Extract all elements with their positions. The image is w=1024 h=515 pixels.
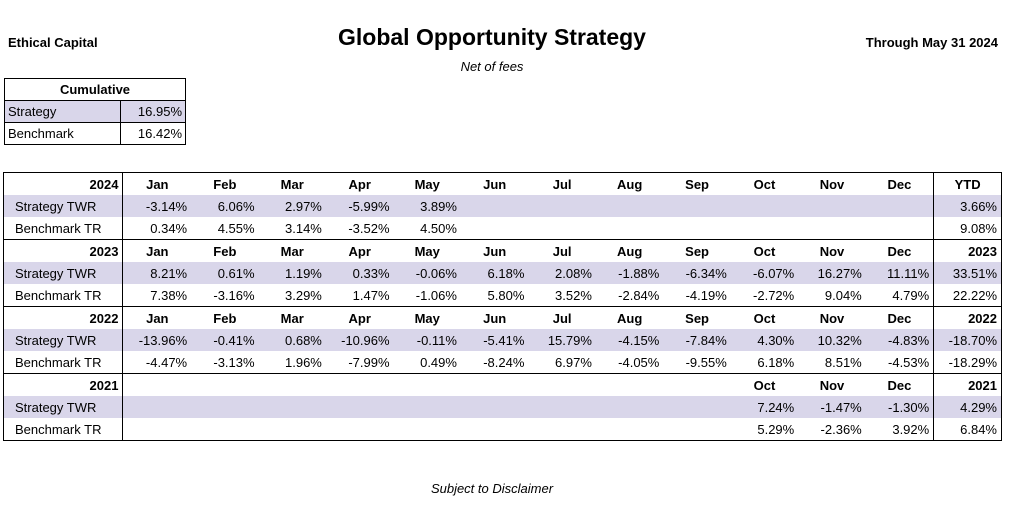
cumulative-label: Strategy <box>5 101 121 123</box>
return-value: 4.30% <box>731 329 798 351</box>
return-value: -9.55% <box>685 354 727 370</box>
return-value: 1.96% <box>285 354 322 370</box>
month-header: Aug <box>596 173 663 196</box>
return-value: 3.89% <box>394 195 461 217</box>
report-date: Through May 31 2024 <box>865 35 998 50</box>
return-value: -0.06% <box>394 262 461 284</box>
row-label: Benchmark TR <box>4 217 123 240</box>
return-value: 6.97% <box>555 354 592 370</box>
month-header: Nov <box>798 374 866 397</box>
cumulative-table <box>4 78 186 145</box>
return-value: -5.41% <box>461 329 528 351</box>
year-header-row <box>4 240 1002 263</box>
month-header: Dec <box>866 173 934 196</box>
return-value: -8.24% <box>483 354 525 370</box>
return-value <box>731 195 798 217</box>
cumulative-row-strategy <box>5 101 186 123</box>
return-value: 8.51% <box>824 354 862 370</box>
benchmark-tr-row <box>4 284 1002 307</box>
return-value <box>663 217 730 240</box>
return-value: -3.13% <box>213 354 255 370</box>
return-value: 5.80% <box>487 287 525 303</box>
return-value: 1.19% <box>259 262 326 284</box>
return-value <box>798 195 866 217</box>
cumulative-heading: Cumulative <box>5 79 186 101</box>
ytd-value: 3.66% <box>934 195 1002 217</box>
row-label: Benchmark TR <box>4 418 123 441</box>
return-value: -6.34% <box>663 262 730 284</box>
benchmark-tr-row <box>4 351 1002 374</box>
return-value <box>461 217 528 240</box>
month-header: Jun <box>461 240 528 263</box>
return-value <box>528 217 596 240</box>
return-value <box>528 418 596 441</box>
return-value: 2.08% <box>528 262 596 284</box>
return-value: 10.32% <box>798 329 866 351</box>
row-label: Benchmark TR <box>4 351 123 374</box>
month-header: Oct <box>731 240 798 263</box>
month-header: Sep <box>663 307 730 330</box>
row-label: Benchmark TR <box>4 284 123 307</box>
ytd-value: -18.29% <box>934 351 1002 374</box>
month-header: Nov <box>798 173 866 196</box>
month-header: Mar <box>259 240 326 263</box>
return-value: 6.18% <box>757 354 795 370</box>
return-value: 7.24% <box>731 396 798 418</box>
month-header <box>123 374 191 397</box>
return-value: -4.47% <box>145 354 188 370</box>
row-label: Strategy TWR <box>4 262 123 284</box>
page-subtitle: Net of fees <box>460 59 524 74</box>
month-header: Apr <box>326 240 394 263</box>
return-value: 0.34% <box>150 220 188 236</box>
return-value: 7.38% <box>150 287 188 303</box>
month-header <box>191 374 258 397</box>
year-header-row <box>4 374 1002 397</box>
year-header-row <box>4 307 1002 330</box>
return-value: -1.47% <box>798 396 866 418</box>
ytd-value: -18.70% <box>934 329 1002 351</box>
ytd-header: 2021 <box>934 374 1002 397</box>
return-value <box>191 396 258 418</box>
year-label: 2021 <box>4 374 123 397</box>
strategy-twr-row <box>4 262 1002 284</box>
return-value: 9.04% <box>824 287 862 303</box>
return-value: -1.06% <box>415 287 457 303</box>
return-value: 3.29% <box>285 287 322 303</box>
return-value <box>191 418 258 441</box>
month-header: Jul <box>528 240 596 263</box>
month-header <box>326 374 394 397</box>
month-header: Jun <box>461 173 528 196</box>
month-header: Feb <box>191 307 258 330</box>
month-header: Jan <box>123 307 191 330</box>
return-value <box>663 195 730 217</box>
ytd-value: 22.22% <box>934 284 1002 307</box>
return-value: 4.79% <box>892 287 930 303</box>
ytd-header: 2022 <box>934 307 1002 330</box>
row-label: Strategy TWR <box>4 396 123 418</box>
return-value: 6.18% <box>461 262 528 284</box>
return-value: -1.30% <box>866 396 934 418</box>
return-value: 3.14% <box>285 220 322 236</box>
return-value: -3.52% <box>348 220 390 236</box>
cumulative-value: 16.95% <box>121 101 186 123</box>
return-value <box>596 396 663 418</box>
return-value: -2.84% <box>618 287 660 303</box>
company-name: Ethical Capital <box>8 35 98 50</box>
ytd-header: 2023 <box>934 240 1002 263</box>
return-value: -4.15% <box>596 329 663 351</box>
month-header: Apr <box>326 307 394 330</box>
return-value: 6.06% <box>191 195 258 217</box>
return-value: -4.19% <box>685 287 727 303</box>
month-header: Jun <box>461 307 528 330</box>
return-value: -5.99% <box>326 195 394 217</box>
return-value <box>663 418 730 441</box>
return-value: 16.27% <box>798 262 866 284</box>
ytd-value: 9.08% <box>934 217 1002 240</box>
month-header: Aug <box>596 240 663 263</box>
return-value <box>866 217 934 240</box>
return-value <box>461 195 528 217</box>
month-header: May <box>394 173 461 196</box>
return-value: -2.36% <box>820 421 862 437</box>
return-value <box>123 418 191 441</box>
return-value: -10.96% <box>326 329 394 351</box>
return-value <box>461 418 528 441</box>
monthly-returns-table <box>3 172 1002 441</box>
return-value: -2.72% <box>753 287 795 303</box>
month-header: Feb <box>191 240 258 263</box>
return-value: -4.53% <box>888 354 930 370</box>
return-value: 11.11% <box>866 262 934 284</box>
month-header: Mar <box>259 173 326 196</box>
return-value: 5.29% <box>757 421 795 437</box>
month-header: Oct <box>731 173 798 196</box>
strategy-twr-row <box>4 195 1002 217</box>
month-header: Sep <box>663 173 730 196</box>
return-value: -0.41% <box>191 329 258 351</box>
return-value <box>326 418 394 441</box>
month-header: Sep <box>663 240 730 263</box>
month-header <box>596 374 663 397</box>
return-value: 0.68% <box>259 329 326 351</box>
cumulative-row-benchmark <box>5 123 186 145</box>
return-value <box>326 396 394 418</box>
month-header: Aug <box>596 307 663 330</box>
return-value: 4.55% <box>217 220 255 236</box>
disclaimer-note: Subject to Disclaimer <box>430 481 554 496</box>
month-header: Dec <box>866 240 934 263</box>
return-value <box>259 418 326 441</box>
return-value: -6.07% <box>731 262 798 284</box>
strategy-twr-row <box>4 396 1002 418</box>
return-value <box>866 195 934 217</box>
month-header <box>394 374 461 397</box>
return-value: -4.05% <box>618 354 660 370</box>
month-header: Feb <box>191 173 258 196</box>
return-value: 1.47% <box>352 287 390 303</box>
return-value <box>528 195 596 217</box>
month-header: Nov <box>798 307 866 330</box>
page-title: Global Opportunity Strategy <box>338 24 646 50</box>
ytd-value: 4.29% <box>934 396 1002 418</box>
year-label: 2023 <box>4 240 123 263</box>
month-header: Apr <box>326 173 394 196</box>
return-value: 2.97% <box>259 195 326 217</box>
return-value <box>798 217 866 240</box>
return-value <box>461 396 528 418</box>
month-header: Oct <box>731 307 798 330</box>
return-value: 0.61% <box>191 262 258 284</box>
return-value <box>123 396 191 418</box>
ytd-header: YTD <box>934 173 1002 196</box>
year-header-row <box>4 173 1002 196</box>
return-value: 0.33% <box>326 262 394 284</box>
strategy-twr-row <box>4 329 1002 351</box>
return-value: -0.11% <box>394 329 461 351</box>
ytd-value: 6.84% <box>934 418 1002 441</box>
return-value <box>596 195 663 217</box>
return-value <box>596 217 663 240</box>
return-value: -7.84% <box>663 329 730 351</box>
month-header: Jul <box>528 173 596 196</box>
month-header: May <box>394 240 461 263</box>
return-value: -1.88% <box>596 262 663 284</box>
return-value: 3.92% <box>892 421 930 437</box>
return-value <box>394 396 461 418</box>
month-header: Mar <box>259 307 326 330</box>
benchmark-tr-row <box>4 418 1002 441</box>
month-header: May <box>394 307 461 330</box>
ytd-value: 33.51% <box>934 262 1002 284</box>
return-value: -7.99% <box>348 354 390 370</box>
row-label: Strategy TWR <box>4 329 123 351</box>
month-header: Oct <box>731 374 798 397</box>
return-value: -13.96% <box>123 329 191 351</box>
cumulative-value: 16.42% <box>121 123 186 145</box>
month-header <box>528 374 596 397</box>
return-value: -3.14% <box>123 195 191 217</box>
return-value: 0.49% <box>420 354 457 370</box>
month-header <box>663 374 730 397</box>
year-label: 2024 <box>4 173 123 196</box>
return-value: -4.83% <box>866 329 934 351</box>
return-value <box>259 396 326 418</box>
return-value: 4.50% <box>420 220 457 236</box>
cumulative-label: Benchmark <box>5 123 121 145</box>
row-label: Strategy TWR <box>4 195 123 217</box>
return-value <box>731 217 798 240</box>
return-value: 3.52% <box>555 287 592 303</box>
year-label: 2022 <box>4 307 123 330</box>
return-value <box>663 396 730 418</box>
benchmark-tr-row <box>4 217 1002 240</box>
month-header <box>259 374 326 397</box>
return-value <box>528 396 596 418</box>
month-header: Dec <box>866 307 934 330</box>
month-header: Jul <box>528 307 596 330</box>
return-value <box>394 418 461 441</box>
return-value <box>596 418 663 441</box>
return-value: -3.16% <box>213 287 255 303</box>
return-value: 15.79% <box>528 329 596 351</box>
month-header: Nov <box>798 240 866 263</box>
month-header: Dec <box>866 374 934 397</box>
return-value: 8.21% <box>123 262 191 284</box>
month-header: Jan <box>123 173 191 196</box>
month-header <box>461 374 528 397</box>
month-header: Jan <box>123 240 191 263</box>
